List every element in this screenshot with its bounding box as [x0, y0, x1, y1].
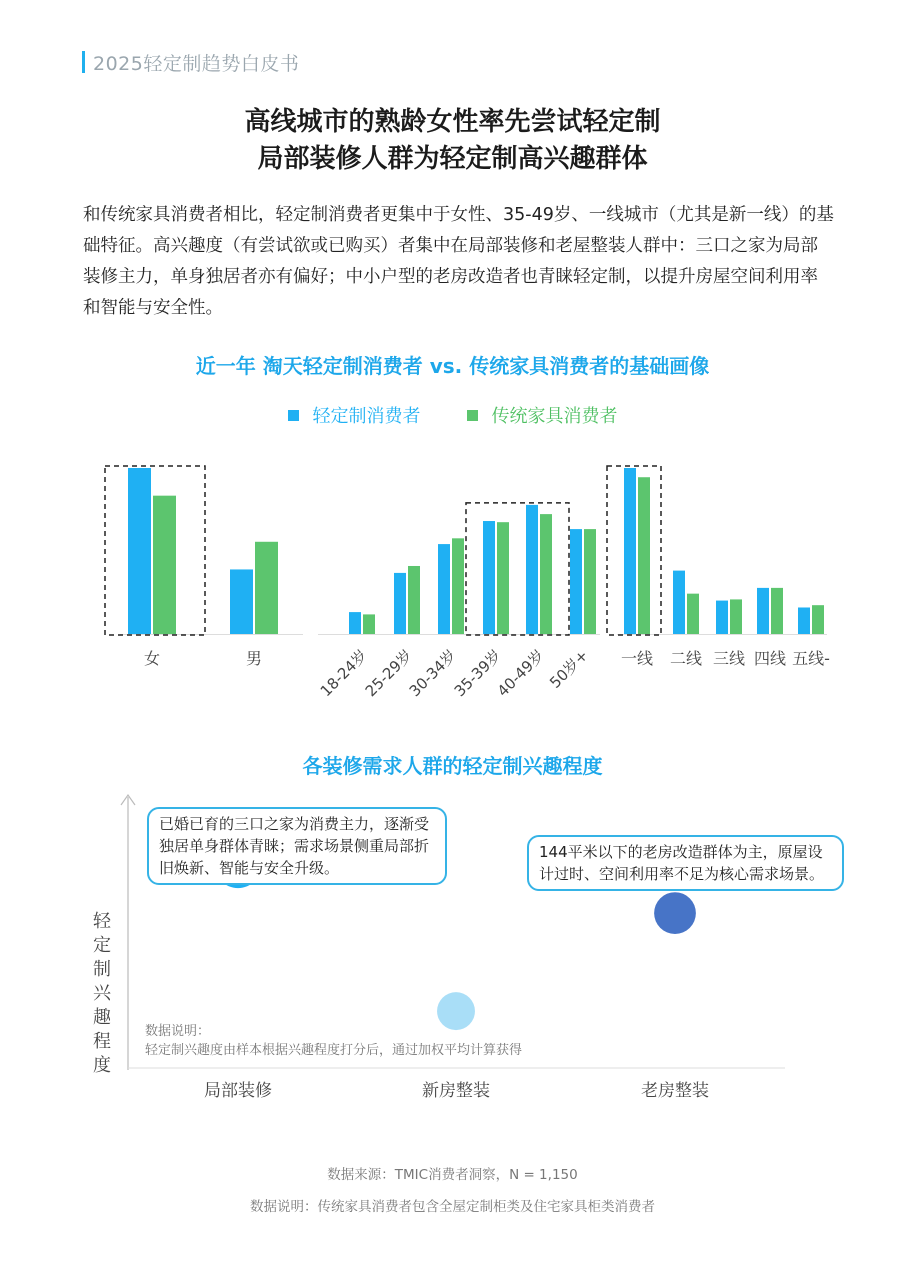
title-line-1: 高线城市的熟龄女性率先尝试轻定制 [244, 107, 661, 137]
tick-label-city_tier-4: 五线- [792, 649, 830, 668]
bar-custom-age-0 [349, 612, 361, 634]
legend-label-traditional: 传统家具消费者 [491, 406, 618, 427]
page-title [0, 104, 905, 178]
header-accent-bar [82, 51, 85, 73]
legend-item-traditional [467, 402, 618, 428]
interest-note-text: 轻定制兴趣度由样本根据兴趣程度打分后，通过加权平均计算获得 [145, 1043, 523, 1058]
intro-paragraph: 和传统家具消费者相比，轻定制消费者更集中于女性、35-49岁、一线城市（尤其是新一线）的基础特征。高兴趣度（有尝试欲或已购买）者集中在局部装修和老屋整装人群中：三口之家为局部装修主力，单身独居者亦有偏好；中小户型的老房改造者也青睐轻定制，以提升房屋空间利用率和智能与安全性。 [83, 205, 834, 318]
bar-custom-age-5 [570, 529, 582, 634]
bar-custom-age-3 [483, 521, 495, 634]
bar-custom-city_tier-4 [798, 607, 810, 634]
bar-traditional-age-2 [452, 538, 464, 634]
tick-label-age-2: 30-34岁 [405, 646, 460, 701]
tick-label-age-1: 25-29岁 [361, 646, 416, 701]
bar-traditional-age-5 [584, 529, 596, 634]
tick-label-age-3: 35-39岁 [450, 646, 505, 701]
bar-traditional-city_tier-0 [638, 477, 650, 634]
bar-traditional-gender-0 [153, 496, 176, 634]
tick-label-city_tier-3: 四线 [753, 649, 787, 668]
bar-traditional-city_tier-1 [687, 594, 699, 634]
bar-custom-city_tier-2 [716, 601, 728, 634]
bar-chart [0, 455, 905, 725]
title-line-2: 局部装修人群为轻定制高兴趣群体 [257, 144, 648, 174]
tick-label-city_tier-2: 三线 [712, 649, 746, 668]
bar-custom-gender-0 [128, 468, 151, 634]
bubble-chart-title: 各装修需求人群的轻定制兴趣程度 [302, 754, 603, 778]
legend-swatch-custom [288, 410, 299, 421]
bar-traditional-age-4 [540, 514, 552, 634]
bar-custom-city_tier-3 [757, 588, 769, 634]
bar-custom-city_tier-0 [624, 468, 636, 634]
bar-traditional-age-1 [408, 566, 420, 634]
bar-chart-title: 近一年 淘天轻定制消费者 vs. 传统家具消费者的基础画像 [195, 354, 710, 378]
bar-custom-age-4 [526, 505, 538, 634]
x-tick-label-0: 局部装修 [204, 1081, 272, 1101]
interest-note-label: 数据说明： [145, 1024, 211, 1039]
data-note: 数据说明：传统家具消费者包含全屋定制柜类及住宅家具柜类消费者 [250, 1199, 655, 1215]
tick-label-age-5: 50岁+ [546, 646, 592, 692]
x-tick-label-1: 新房整装 [422, 1081, 490, 1101]
tick-label-age-0: 18-24岁 [316, 646, 371, 701]
tick-label-age-4: 40-49岁 [493, 646, 548, 701]
bar-custom-age-1 [394, 573, 406, 634]
bar-traditional-city_tier-2 [730, 599, 742, 634]
bar-custom-gender-1 [230, 569, 253, 634]
bar-chart-legend [0, 402, 905, 428]
report-header [82, 50, 299, 74]
data-source: 数据来源：TMIC消费者洞察，N = 1,150 [327, 1167, 578, 1183]
highlight-box-age [466, 503, 569, 635]
annotation-old-house: 144平米以下的老房改造群体为主，原屋设计过时、空间利用率不足为核心需求场景。 [527, 835, 844, 891]
legend-item-custom [288, 402, 421, 428]
y-axis-label: 轻定制兴趣程度 [93, 911, 111, 1076]
legend-swatch-traditional [467, 410, 478, 421]
tick-label-city_tier-0: 一线 [620, 649, 654, 668]
tick-label-gender-0: 女 [143, 649, 161, 668]
bubble-2 [654, 892, 696, 934]
bar-traditional-city_tier-4 [812, 605, 824, 634]
x-tick-label-2: 老房整装 [641, 1081, 709, 1101]
tick-label-gender-1: 男 [245, 649, 263, 668]
legend-label-custom: 轻定制消费者 [312, 406, 421, 427]
bar-traditional-city_tier-3 [771, 588, 783, 634]
bar-custom-city_tier-1 [673, 571, 685, 634]
bar-traditional-age-0 [363, 614, 375, 634]
annotation-partial-renovation: 已婚已育的三口之家为消费主力，逐渐受独居单身群体青睐；需求场景侧重局部折旧焕新、智能与安全升级。 [147, 807, 447, 885]
report-name: 2025轻定制趋势白皮书 [93, 52, 300, 75]
bar-traditional-age-3 [497, 522, 509, 634]
interest-data-note [145, 1022, 522, 1060]
bar-traditional-gender-1 [255, 542, 278, 634]
tick-label-city_tier-1: 二线 [669, 649, 703, 668]
bar-custom-age-2 [438, 544, 450, 634]
